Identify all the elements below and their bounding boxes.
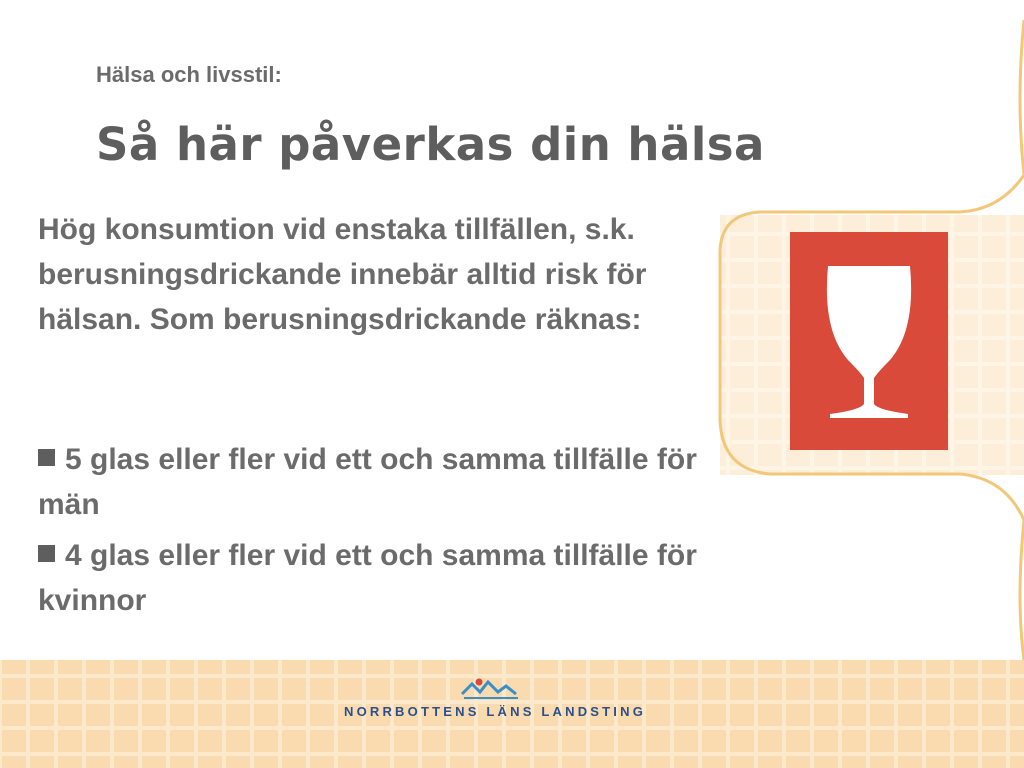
slide-title: Så här påverkas din hälsa: [96, 118, 765, 171]
landsting-logo-icon: [340, 676, 650, 702]
slide-subtitle: Hälsa och livsstil:: [96, 62, 282, 87]
bullet-text: 4 glas eller fler vid ett och samma tillfälle för kvinnor: [38, 539, 697, 617]
organization-logo: [340, 676, 650, 722]
wine-glass-icon: [720, 210, 1024, 478]
bullet-item: [38, 533, 698, 623]
square-bullet-icon: [38, 449, 55, 466]
bullet-text: 5 glas eller fler vid ett och samma tillfälle för män: [38, 443, 697, 521]
bullet-item: [38, 437, 698, 527]
intro-paragraph: Hög konsumtion vid enstaka tillfällen, s.k. berusningsdrickande innebär alltid risk för hälsan. Som berusningsdrickande räknas:: [38, 213, 647, 336]
logo-text: NORRBOTTENS LÄNS LANDSTING: [343, 704, 647, 719]
square-bullet-icon: [38, 545, 55, 562]
